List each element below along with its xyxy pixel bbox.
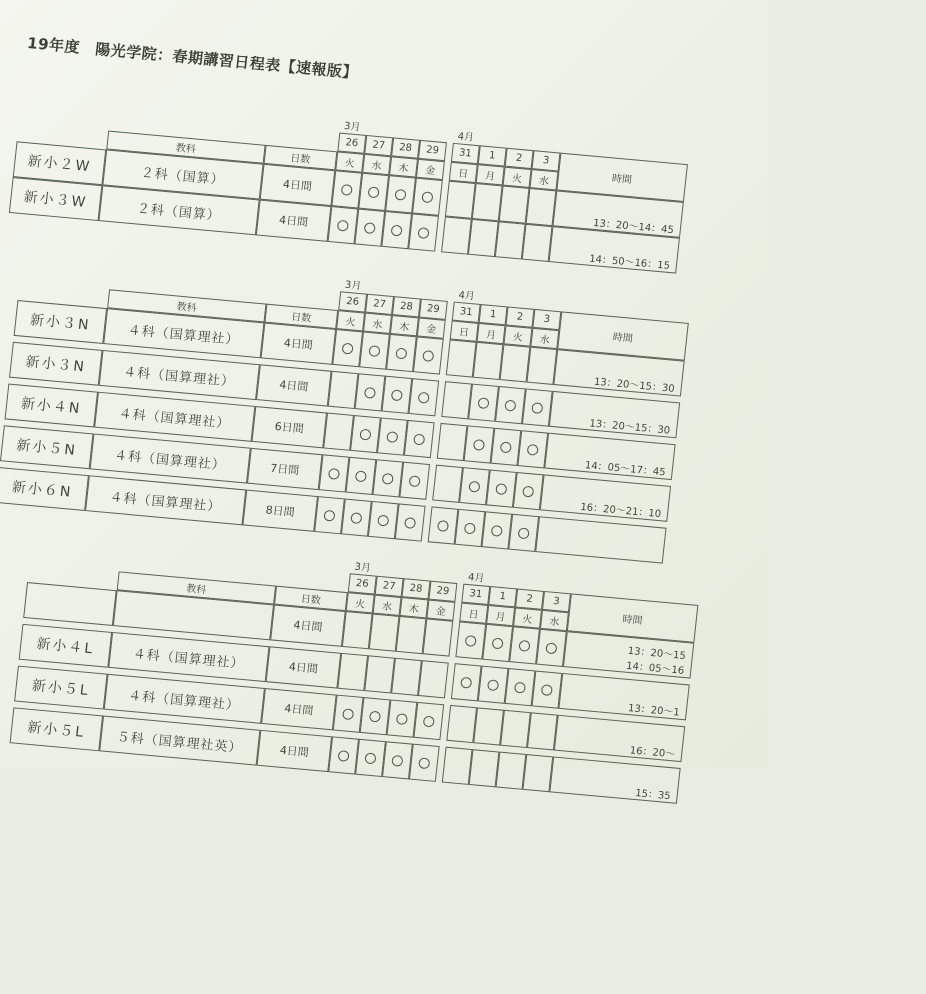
days-count: 4日間 xyxy=(266,646,342,688)
date-header: 26 xyxy=(348,573,377,594)
schedule-cell xyxy=(441,216,472,254)
schedule-cell xyxy=(473,707,504,745)
attendance-circle-icon xyxy=(491,524,503,536)
schedule-cell xyxy=(328,206,359,244)
attendance-circle-icon xyxy=(369,710,381,722)
date-header: 1 xyxy=(479,304,508,325)
schedule-cell xyxy=(526,347,557,385)
weekday-header: 水 xyxy=(362,154,391,175)
subject-name: ４科（国算理社） xyxy=(108,632,269,682)
weekday-header: 水 xyxy=(373,595,402,616)
attendance-circle-icon xyxy=(368,345,380,357)
attendance-circle-icon xyxy=(477,397,489,409)
attendance-circle-icon xyxy=(323,509,335,521)
class-name: 新小５L xyxy=(10,707,104,751)
date-header: 3 xyxy=(532,150,561,171)
schedule-cell xyxy=(381,211,412,249)
attendance-circle-icon xyxy=(465,635,477,647)
month-label: 4月 xyxy=(467,572,485,585)
schedule-cell xyxy=(408,213,439,251)
class-name: 新小６N xyxy=(0,467,89,511)
subject-name: ４科（国算理社） xyxy=(85,475,246,525)
weekday-header: 火 xyxy=(503,325,532,346)
weekday-header: 水 xyxy=(530,328,559,349)
weekday-header: 月 xyxy=(486,605,515,626)
weekday-header: 金 xyxy=(417,317,446,338)
weekday-header: 日 xyxy=(459,602,488,623)
time-cell xyxy=(558,673,689,720)
date-header: 3 xyxy=(542,591,571,612)
subject-name: ４科（国算理社） xyxy=(94,392,255,442)
schedule-cell xyxy=(513,472,544,510)
time-cell xyxy=(535,516,666,563)
date-header: 31 xyxy=(461,584,490,605)
class-name: 新小４L xyxy=(19,624,113,668)
schedule-cell xyxy=(364,655,395,693)
attendance-circle-icon xyxy=(395,347,407,359)
schedule-cell xyxy=(473,342,504,380)
days-count: 4日間 xyxy=(260,164,336,206)
schedule-cell xyxy=(404,420,435,458)
time-range: 13：20～15：30 xyxy=(588,418,671,437)
schedule-cell xyxy=(522,754,553,792)
schedule-cell xyxy=(396,616,427,654)
schedule-cell xyxy=(536,629,567,667)
schedule-cell xyxy=(360,697,391,735)
schedule-cell xyxy=(412,178,443,216)
date-header: 31 xyxy=(452,302,481,323)
attendance-circle-icon xyxy=(495,483,507,495)
schedule-cell xyxy=(522,388,553,426)
date-header: 31 xyxy=(451,143,480,164)
date-header: 1 xyxy=(478,145,507,166)
schedule-cell xyxy=(331,170,362,208)
schedule-cell xyxy=(428,506,459,544)
attendance-circle-icon xyxy=(409,475,421,487)
attendance-circle-icon xyxy=(391,754,403,766)
schedule-cell xyxy=(486,470,517,508)
weekday-header: 火 xyxy=(336,310,365,331)
month-label: 3月 xyxy=(344,279,362,293)
attendance-circle-icon xyxy=(328,467,340,479)
subject-header: 教科 xyxy=(107,289,266,322)
schedule-cell xyxy=(323,413,354,451)
month-label: 4月 xyxy=(457,131,475,144)
class-name: 新小３W xyxy=(9,177,103,221)
attendance-circle-icon xyxy=(541,684,553,696)
weekday-header: 月 xyxy=(477,323,506,344)
weekday-header: 火 xyxy=(346,592,375,613)
attendance-circle-icon xyxy=(355,470,367,482)
schedule-cell xyxy=(423,618,454,656)
class-name: 新小２W xyxy=(13,141,107,185)
date-header: 27 xyxy=(365,294,394,315)
rotated-document xyxy=(0,18,926,994)
schedule-cell xyxy=(358,173,389,211)
schedule-cell xyxy=(418,660,449,698)
attendance-circle-icon xyxy=(337,219,349,231)
schedule-cell xyxy=(495,386,526,424)
attendance-circle-icon xyxy=(522,485,534,497)
time-range: 13：20～15 xyxy=(627,645,687,663)
schedule-cell xyxy=(369,614,400,652)
schedule-cell xyxy=(455,509,486,547)
weekday-header: 火 xyxy=(513,607,542,628)
date-header: 26 xyxy=(338,291,367,312)
date-header: 2 xyxy=(506,306,535,327)
schedule-cell xyxy=(526,188,557,226)
class-name: 新小３N xyxy=(14,300,108,344)
schedule-cell xyxy=(446,339,477,377)
attendance-circle-icon xyxy=(342,342,354,354)
subject-name: ５科（国算理社英） xyxy=(99,715,260,765)
schedule-cell xyxy=(328,736,359,774)
attendance-circle-icon xyxy=(394,188,406,200)
time-cell xyxy=(549,391,680,438)
schedule-cell xyxy=(446,705,477,743)
schedule-cell xyxy=(359,331,390,369)
weekday-header: 火 xyxy=(503,167,532,188)
schedule-cell xyxy=(472,183,503,221)
schedule-cell xyxy=(500,710,531,748)
time-cell xyxy=(554,715,685,762)
time-range: 16：20～ xyxy=(629,745,676,761)
attendance-circle-icon xyxy=(391,389,403,401)
schedule-cell xyxy=(350,415,381,453)
schedule-cell xyxy=(508,514,539,552)
schedule-cell xyxy=(478,666,509,704)
weekday-header: 金 xyxy=(416,159,445,180)
subject-name: ４科（国算理社） xyxy=(99,350,260,400)
schedule-cell xyxy=(469,749,500,787)
schedule-cell xyxy=(500,344,531,382)
weekday-header: 水 xyxy=(363,313,392,334)
date-header: 3 xyxy=(532,309,561,330)
attendance-circle-icon xyxy=(404,517,416,529)
schedule-cell xyxy=(468,219,499,257)
class-name: 新小５N xyxy=(0,425,93,469)
schedule-cell xyxy=(346,457,377,495)
date-header: 2 xyxy=(505,148,534,169)
schedule-cell xyxy=(509,626,540,664)
attendance-circle-icon xyxy=(422,350,434,362)
schedule-cell xyxy=(413,336,444,374)
attendance-circle-icon xyxy=(359,428,371,440)
schedule-cell xyxy=(455,621,486,659)
attendance-circle-icon xyxy=(531,402,543,414)
attendance-circle-icon xyxy=(423,715,435,727)
class-name: 新小４N xyxy=(5,384,99,428)
date-header: 28 xyxy=(391,137,420,158)
schedule-cell xyxy=(333,695,364,733)
schedule-cell xyxy=(490,428,521,466)
date-header: 26 xyxy=(337,133,366,154)
time-range: 13：20～14：45 xyxy=(592,217,675,237)
attendance-circle-icon xyxy=(468,480,480,492)
attendance-circle-icon xyxy=(418,391,430,403)
time-range: 14：50～16：15 xyxy=(588,253,671,272)
attendance-circle-icon xyxy=(413,433,425,445)
schedule-cell xyxy=(445,181,476,219)
schedule-cell xyxy=(459,467,490,505)
days-count: 4日間 xyxy=(257,730,333,772)
subject-name: ２科（国算） xyxy=(102,149,263,199)
attendance-circle-icon xyxy=(500,441,512,453)
attendance-circle-icon xyxy=(364,222,376,234)
days-header: 日数 xyxy=(274,586,348,611)
time-range: 14：05～17：45 xyxy=(584,460,667,479)
attendance-circle-icon xyxy=(350,512,362,524)
subject-name: ４科（国算理社） xyxy=(104,674,265,724)
date-header: 28 xyxy=(402,578,431,599)
attendance-circle-icon xyxy=(391,224,403,236)
time-cell xyxy=(544,433,675,480)
schedule-cell xyxy=(341,499,372,537)
schedule-cell xyxy=(382,376,413,414)
schedule-cell xyxy=(337,653,368,691)
schedule-cell xyxy=(496,752,527,790)
schedule-cell xyxy=(505,668,536,706)
attendance-circle-icon xyxy=(364,752,376,764)
document-title: 19年度 陽光学院：春期講習日程表【速報版】 xyxy=(26,33,359,82)
schedule-cell xyxy=(408,378,439,416)
attendance-circle-icon xyxy=(514,681,526,693)
attendance-circle-icon xyxy=(368,186,380,198)
attendance-circle-icon xyxy=(518,527,530,539)
schedule-cell xyxy=(409,744,440,782)
schedule-cell xyxy=(532,670,563,708)
schedule-cell xyxy=(395,503,426,541)
days-header: 日数 xyxy=(264,145,338,170)
attendance-circle-icon xyxy=(473,438,485,450)
schedule-cell xyxy=(413,702,444,740)
attendance-circle-icon xyxy=(417,227,429,239)
date-header: 29 xyxy=(428,581,457,602)
schedule-cell xyxy=(499,186,530,224)
subject-name: ４科（国算理社） xyxy=(90,433,251,483)
schedule-cell xyxy=(319,454,350,492)
schedule-cell xyxy=(432,465,463,503)
attendance-circle-icon xyxy=(364,386,376,398)
schedule-cell xyxy=(377,417,408,455)
attendance-circle-icon xyxy=(504,399,516,411)
weekday-header: 木 xyxy=(389,156,418,177)
days-count: 4日間 xyxy=(256,200,332,242)
attendance-circle-icon xyxy=(396,713,408,725)
weekday-header: 水 xyxy=(529,169,558,190)
weekday-header: 木 xyxy=(390,315,419,336)
attendance-circle-icon xyxy=(487,679,499,691)
days-header: 日数 xyxy=(264,304,338,329)
subject-name: ４科（国算理社） xyxy=(103,308,264,358)
attendance-circle-icon xyxy=(460,676,472,688)
weekday-header: 月 xyxy=(476,164,505,185)
schedule-cell xyxy=(437,423,468,461)
schedule-cell xyxy=(355,373,386,411)
attendance-circle-icon xyxy=(492,637,504,649)
time-range: 14：05～16 xyxy=(625,660,685,677)
weekday-header: 日 xyxy=(449,162,478,183)
schedule-cell xyxy=(368,501,399,539)
date-header: 2 xyxy=(515,588,544,609)
weekday-header: 水 xyxy=(540,610,569,631)
attendance-circle-icon xyxy=(386,431,398,443)
attendance-circle-icon xyxy=(545,642,557,654)
schedule-cell xyxy=(382,741,413,779)
time-range: 13：20～1 xyxy=(627,703,681,719)
weekday-header: 木 xyxy=(400,597,429,618)
schedule-cell xyxy=(328,371,359,409)
subject-name: ２科（国算） xyxy=(98,185,259,235)
date-header: 28 xyxy=(392,296,421,317)
schedule-cell xyxy=(399,462,430,500)
time-range: 16：20～21：10 xyxy=(579,501,662,521)
month-label: 4月 xyxy=(457,290,476,303)
attendance-circle-icon xyxy=(342,708,354,720)
schedule-cell xyxy=(442,747,473,785)
attendance-circle-icon xyxy=(437,520,449,532)
schedule-cell xyxy=(355,739,386,777)
attendance-circle-icon xyxy=(382,472,394,484)
schedule-cell xyxy=(451,663,482,701)
date-header: 27 xyxy=(375,576,404,597)
days-count: 4日間 xyxy=(261,323,337,365)
attendance-circle-icon xyxy=(338,749,350,761)
time-range: 13：20～15：30 xyxy=(593,376,676,395)
schedule-cell xyxy=(332,329,363,367)
weekday-header: 金 xyxy=(426,600,455,621)
time-cell xyxy=(549,756,680,803)
schedule-cell xyxy=(482,624,513,662)
schedule-cell xyxy=(495,221,526,259)
schedule-cell xyxy=(527,712,558,750)
class-name: 新小３N xyxy=(9,342,103,386)
schedule-cell xyxy=(391,658,422,696)
time-range: 15：35 xyxy=(634,788,672,803)
days-count: 8日間 xyxy=(242,490,318,532)
schedule-cell xyxy=(342,611,373,649)
schedule-cell xyxy=(387,699,418,737)
days-count: 4日間 xyxy=(261,688,337,730)
schedule-cell xyxy=(464,425,495,463)
schedule-cell xyxy=(372,459,403,497)
attendance-circle-icon xyxy=(377,514,389,526)
schedule-cell xyxy=(385,175,416,213)
date-header: 27 xyxy=(364,135,393,156)
class-name xyxy=(23,582,117,626)
weekday-header: 日 xyxy=(450,320,479,341)
subject-header: 教科 xyxy=(117,571,276,604)
days-count: 6日間 xyxy=(251,406,327,448)
weekday-header: 火 xyxy=(335,151,364,172)
month-label: 3月 xyxy=(353,561,372,575)
days-count: 4日間 xyxy=(256,364,332,406)
attendance-circle-icon xyxy=(464,522,476,534)
days-count: 7日間 xyxy=(247,448,323,490)
schedule-cell xyxy=(522,224,553,262)
schedule-cell xyxy=(468,384,499,422)
time-header: 時間 xyxy=(567,593,699,642)
schedule-cell xyxy=(441,381,472,419)
attendance-circle-icon xyxy=(421,191,433,203)
date-header: 29 xyxy=(419,299,448,320)
schedule-cell xyxy=(386,334,417,372)
schedule-cell xyxy=(517,430,548,468)
subject-header: 教科 xyxy=(106,131,265,164)
date-header: 29 xyxy=(418,140,447,161)
time-header: 時間 xyxy=(556,153,688,202)
schedule-cell xyxy=(314,496,345,534)
attendance-circle-icon xyxy=(527,443,539,455)
date-header: 1 xyxy=(488,586,517,607)
attendance-circle-icon xyxy=(341,183,353,195)
schedule-cell xyxy=(481,511,512,549)
month-label: 3月 xyxy=(343,120,361,134)
attendance-circle-icon xyxy=(418,757,430,769)
attendance-circle-icon xyxy=(518,639,530,651)
class-name: 新小５L xyxy=(14,666,108,710)
time-header: 時間 xyxy=(557,311,689,360)
schedule-cell xyxy=(354,209,385,247)
time-cell xyxy=(540,474,671,521)
days-count: 4日間 xyxy=(270,605,346,647)
